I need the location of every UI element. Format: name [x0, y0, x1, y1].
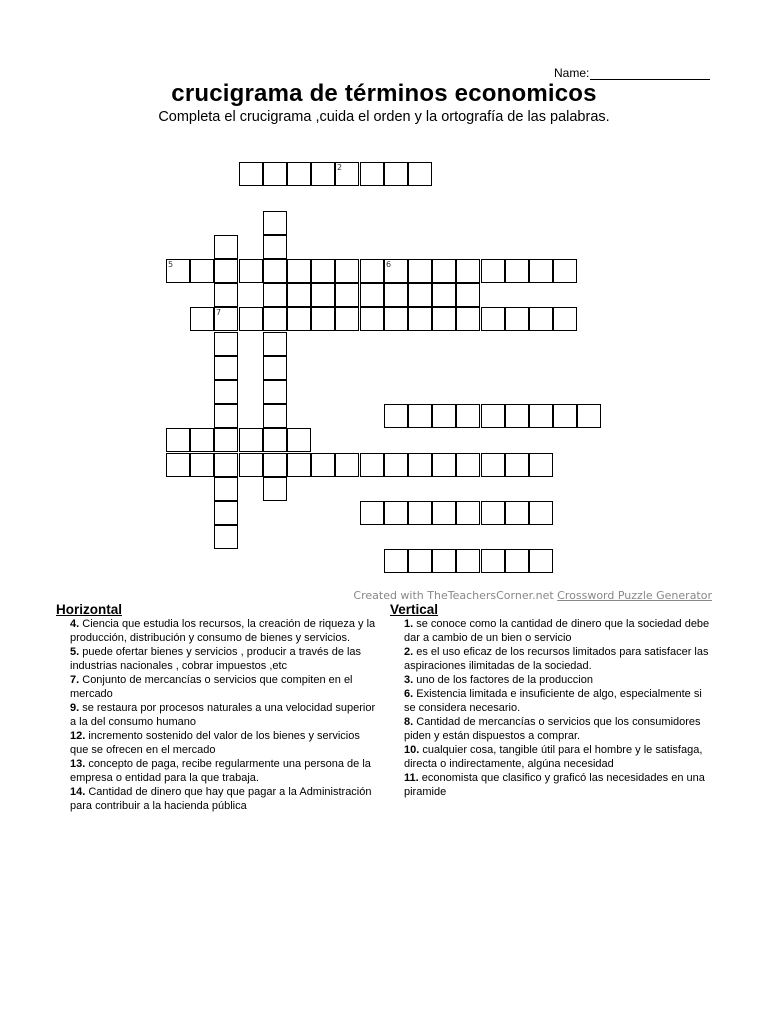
crossword-cell[interactable] [408, 283, 432, 307]
crossword-cell[interactable] [214, 307, 238, 331]
crossword-cell[interactable] [432, 307, 456, 331]
crossword-cell[interactable] [263, 453, 287, 477]
crossword-cell[interactable] [214, 380, 238, 404]
clue-text: Cantidad de dinero que hay que pagar a la Administración para contribuir a la hacienda pública [70, 786, 372, 812]
clue-item [390, 645, 710, 673]
clue-number: 6. [404, 688, 414, 700]
crossword-cell[interactable] [311, 283, 335, 307]
clue-item [56, 701, 376, 729]
clue-number: 5 [168, 260, 174, 269]
clue-item [56, 673, 376, 701]
crossword-cell[interactable] [481, 453, 505, 477]
generator-link[interactable]: Crossword Puzzle Generator [557, 589, 712, 602]
crossword-cell[interactable] [529, 453, 553, 477]
clue-text: se conoce como la cantidad de dinero que la sociedad debe dar a cambio de un bien o servicio [404, 618, 710, 644]
clue-number: 14. [70, 786, 86, 798]
crossword-cell[interactable] [239, 307, 263, 331]
crossword-cell[interactable] [505, 549, 529, 573]
clue-item [56, 729, 376, 757]
crossword-cell[interactable] [384, 404, 408, 428]
crossword-cell[interactable] [335, 307, 359, 331]
clue-item [390, 771, 710, 799]
crossword-cell[interactable] [529, 259, 553, 283]
clue-number: 13. [70, 758, 86, 770]
clue-number: 7 [216, 308, 222, 317]
clue-text: economista que clasifico y graficó las necesidades en una piramide [404, 772, 705, 798]
crossword-cell[interactable] [529, 549, 553, 573]
crossword-cell[interactable] [239, 453, 263, 477]
crossword-cell[interactable] [263, 477, 287, 501]
crossword-cell[interactable] [432, 259, 456, 283]
crossword-cell[interactable] [190, 453, 214, 477]
crossword-cell[interactable] [263, 404, 287, 428]
page-subtitle: Completa el crucigrama ,cuida el orden y la ortografía de las palabras. [158, 109, 610, 125]
crossword-cell[interactable] [214, 283, 238, 307]
crossword-cell[interactable] [214, 235, 238, 259]
crossword-cell[interactable] [408, 404, 432, 428]
crossword-cell[interactable] [263, 307, 287, 331]
clue-number: 8. [404, 716, 414, 728]
crossword-cell[interactable] [481, 404, 505, 428]
page-title: crucigrama de términos economicos [171, 80, 597, 107]
vertical-clues [390, 603, 710, 799]
clue-text: concepto de paga, recibe regularmente una persona de la empresa o entidad para la que trabaja. [70, 758, 371, 784]
crossword-cell[interactable] [553, 404, 577, 428]
clue-number: 5. [70, 646, 80, 658]
crossword-cell[interactable] [214, 477, 238, 501]
crossword-cell[interactable] [311, 162, 335, 186]
crossword-cell[interactable] [432, 501, 456, 525]
crossword-cell[interactable] [505, 259, 529, 283]
clue-number: 3. [404, 674, 414, 686]
crossword-cell[interactable] [360, 307, 384, 331]
clue-number: 4. [70, 618, 80, 630]
crossword-cell[interactable] [360, 162, 384, 186]
crossword-cell[interactable] [214, 428, 238, 452]
crossword-cell[interactable] [384, 283, 408, 307]
clue-text: Existencia limitada e insuficiente de algo, especialmente si se considera necesario. [404, 688, 702, 714]
crossword-cell[interactable] [481, 307, 505, 331]
crossword-cell[interactable] [190, 307, 214, 331]
credit-line [353, 589, 712, 602]
crossword-cell[interactable] [384, 259, 408, 283]
crossword-cell[interactable] [214, 356, 238, 380]
clue-text: Cantidad de mercancías o servicios que los consumidores piden y están dispuestos a comprar. [404, 716, 701, 742]
clue-number: 1. [404, 618, 414, 630]
clue-item [56, 645, 376, 673]
crossword-cell[interactable] [408, 501, 432, 525]
crossword-cell[interactable] [263, 259, 287, 283]
crossword-cell[interactable] [481, 259, 505, 283]
crossword-cell[interactable] [335, 283, 359, 307]
credit-prefix: Created with TheTeachersCorner.net [353, 589, 558, 602]
crossword-cell[interactable] [166, 428, 190, 452]
crossword-cell[interactable] [335, 162, 359, 186]
crossword-cell[interactable] [481, 549, 505, 573]
crossword-cell[interactable] [384, 453, 408, 477]
crossword-cell[interactable] [166, 453, 190, 477]
crossword-cell[interactable] [553, 259, 577, 283]
crossword-cell[interactable] [456, 259, 480, 283]
name-label: Name: [554, 66, 590, 80]
crossword-cell[interactable] [214, 332, 238, 356]
crossword-cell[interactable] [311, 453, 335, 477]
crossword-cell[interactable] [408, 549, 432, 573]
crossword-cell[interactable] [311, 307, 335, 331]
crossword-cell[interactable] [456, 549, 480, 573]
crossword-cell[interactable] [432, 404, 456, 428]
crossword-cell[interactable] [287, 428, 311, 452]
crossword-cell[interactable] [553, 307, 577, 331]
crossword-cell[interactable] [456, 453, 480, 477]
crossword-cell[interactable] [239, 162, 263, 186]
horizontal-heading: Horizontal [56, 602, 122, 617]
crossword-cell[interactable] [287, 307, 311, 331]
crossword-cell[interactable] [456, 404, 480, 428]
clue-item [390, 617, 710, 645]
clue-text: Conjunto de mercancías o servicios que compiten en el mercado [70, 674, 353, 700]
clue-item [56, 617, 376, 645]
clue-text: Ciencia que estudia los recursos, la creación de riqueza y la producción, distribución y consumo de bienes y servicios. [70, 618, 376, 644]
crossword-cell[interactable] [287, 259, 311, 283]
clue-item [390, 687, 710, 715]
clue-number: 7. [70, 674, 80, 686]
crossword-cell[interactable] [239, 259, 263, 283]
crossword-cell[interactable] [456, 307, 480, 331]
clue-text: puede ofertar bienes y servicios , producir a través de las industrias nacionales , cobrar impuestos ,etc [70, 646, 362, 672]
clue-item [390, 715, 710, 743]
clue-text: cualquier cosa, tangible útil para el hombre y le satisfaga, directa o indirectamente, algúna necesidad [404, 744, 703, 770]
clue-text: uno de los factores de la produccion [413, 674, 593, 686]
crossword-cell[interactable] [432, 283, 456, 307]
crossword-cell[interactable] [577, 404, 601, 428]
crossword-cell[interactable] [263, 380, 287, 404]
crossword-cell[interactable] [239, 428, 263, 452]
clue-number: 12. [70, 730, 86, 742]
crossword-cell[interactable] [529, 501, 553, 525]
crossword-cell[interactable] [214, 501, 238, 525]
crossword-cell[interactable] [263, 211, 287, 235]
crossword-cell[interactable] [456, 501, 480, 525]
vertical-heading: Vertical [390, 602, 439, 617]
clue-number: 2. [404, 646, 414, 658]
crossword-cell[interactable] [360, 283, 384, 307]
clue-item [390, 673, 710, 687]
clue-item [56, 757, 376, 785]
crossword-cell[interactable] [432, 453, 456, 477]
clue-text: es el uso eficaz de los recursos limitados para satisfacer las aspiraciones ilimitadas de la sociedad. [404, 646, 709, 672]
crossword-cell[interactable] [263, 428, 287, 452]
crossword-cell[interactable] [360, 259, 384, 283]
crossword-cell[interactable] [432, 549, 456, 573]
crossword-cell[interactable] [384, 307, 408, 331]
crossword-cell[interactable] [263, 235, 287, 259]
crossword-cell[interactable] [214, 453, 238, 477]
crossword-cell[interactable] [384, 162, 408, 186]
clue-item [390, 743, 710, 771]
crossword-cell[interactable] [384, 549, 408, 573]
crossword-cell[interactable] [311, 259, 335, 283]
crossword-cell[interactable] [263, 283, 287, 307]
crossword-cell[interactable] [408, 307, 432, 331]
crossword-cell[interactable] [166, 259, 190, 283]
crossword-cell[interactable] [190, 428, 214, 452]
clue-item [56, 785, 376, 813]
crossword-cell[interactable] [360, 453, 384, 477]
crossword-cell[interactable] [529, 307, 553, 331]
crossword-cell[interactable] [408, 453, 432, 477]
crossword-cell[interactable] [505, 501, 529, 525]
crossword-cell[interactable] [456, 283, 480, 307]
crossword-cell[interactable] [190, 259, 214, 283]
horizontal-clues [56, 603, 376, 813]
crossword-cell[interactable] [384, 501, 408, 525]
crossword-cell[interactable] [214, 259, 238, 283]
crossword-cell[interactable] [263, 356, 287, 380]
crossword-cell[interactable] [214, 525, 238, 549]
crossword-cell[interactable] [335, 259, 359, 283]
crossword-cell[interactable] [529, 404, 553, 428]
crossword-cell[interactable] [263, 162, 287, 186]
crossword-cell[interactable] [287, 283, 311, 307]
crossword-cell[interactable] [360, 501, 384, 525]
crossword-cell[interactable] [481, 501, 505, 525]
crossword-cell[interactable] [408, 162, 432, 186]
clue-text: se restaura por procesos naturales a una velocidad superior a la del consumo humano [70, 702, 376, 728]
clue-number: 2 [337, 163, 343, 172]
crossword-cell[interactable] [287, 162, 311, 186]
crossword-cell[interactable] [287, 453, 311, 477]
clue-number: 11. [404, 772, 419, 784]
clue-number: 6 [386, 260, 392, 269]
crossword-cell[interactable] [505, 453, 529, 477]
clue-number: 9. [70, 702, 80, 714]
crossword-cell[interactable] [263, 332, 287, 356]
crossword-cell[interactable] [408, 259, 432, 283]
crossword-cell[interactable] [505, 307, 529, 331]
clue-number: 10. [404, 744, 420, 756]
clue-text: incremento sostenido del valor de los bienes y servicios que se ofrecen en el mercado [70, 730, 360, 756]
crossword-cell[interactable] [214, 404, 238, 428]
crossword-cell[interactable] [335, 453, 359, 477]
crossword-cell[interactable] [505, 404, 529, 428]
